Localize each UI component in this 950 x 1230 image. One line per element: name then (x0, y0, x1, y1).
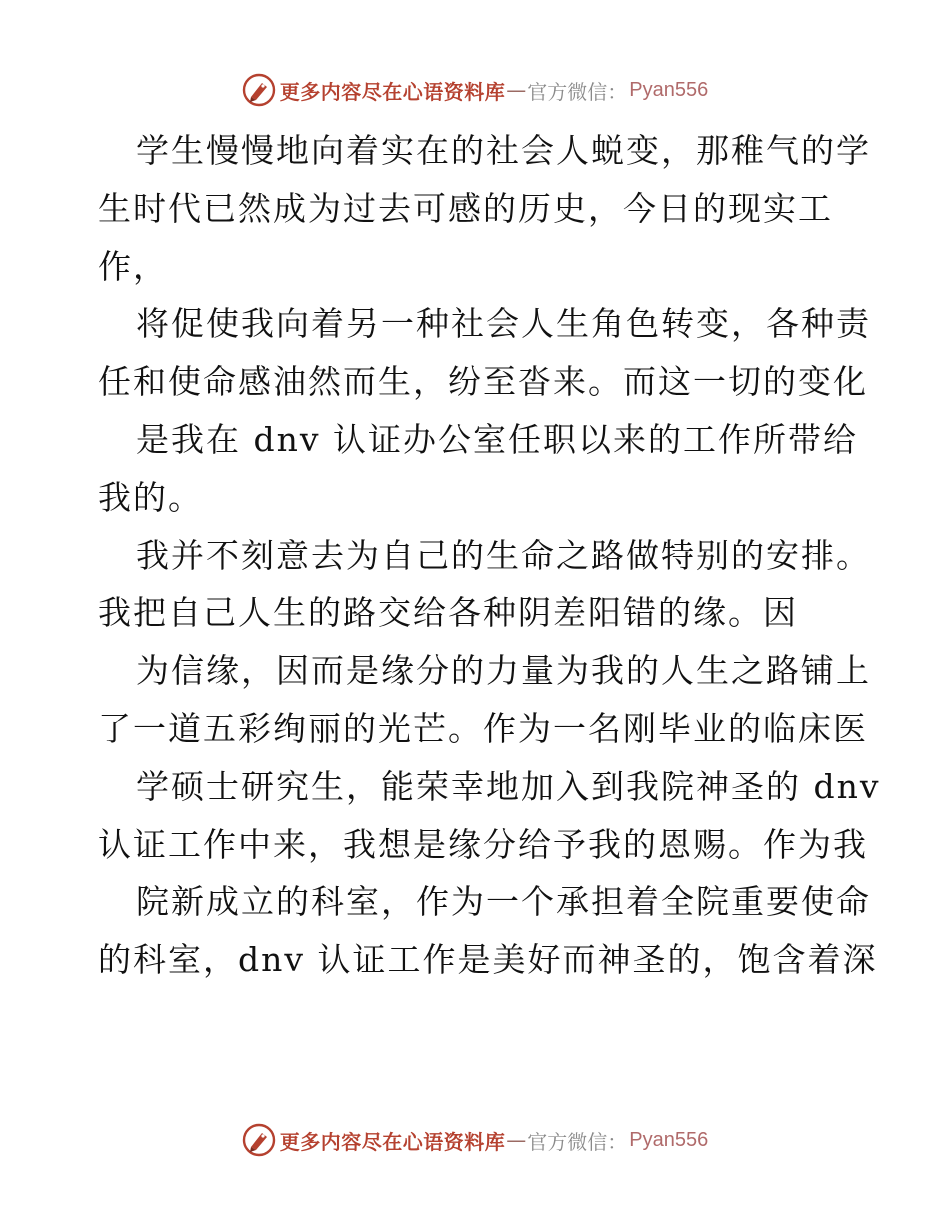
body-line: 将促使我向着另一种社会人生角色转变，各种责 (136, 304, 871, 344)
pen-nib-logo-icon (242, 1123, 276, 1157)
header-banner (0, 70, 950, 110)
footer-site-text: 更多内容尽在心语资料库 (279, 1129, 506, 1154)
body-line: 任和使命感油然而生，纷至沓来。而这一切的变化 (98, 362, 868, 402)
footer-banner (0, 1120, 950, 1160)
body-line: 我把自己人生的路交给各种阴差阳错的缘。因 (98, 593, 798, 633)
footer-wechat-id: Pyan556 (629, 1128, 709, 1151)
body-line: 生时代已然成为过去可感的历史，今日的现实工 (98, 188, 833, 228)
body-line: 认证工作中来，我想是缘分给予我的恩赐。作为我 (98, 824, 868, 864)
header-site-text: 更多内容尽在心语资料库 (279, 79, 506, 104)
body-line: 的科室，dnv 认证工作是美好而神圣的，饱含着深 (98, 940, 878, 980)
pen-nib-logo-icon (242, 73, 276, 107)
body-line: 我并不刻意去为自己的生命之路做特别的安排。 (136, 535, 871, 575)
header-wechat-label: 官方微信： (527, 79, 628, 104)
footer-separator: — (506, 1128, 527, 1152)
body-line: 院新成立的科室，作为一个承担着全院重要使命 (136, 882, 871, 922)
body-line: 是我在 dnv 认证办公室任职以来的工作所带给 (136, 419, 859, 459)
header-separator: — (506, 78, 527, 102)
body-line: 了一道五彩绚丽的光芒。作为一名刚毕业的临床医 (98, 708, 868, 748)
body-line: 学生慢慢地向着实在的社会人蜕变，那稚气的学 (136, 131, 871, 170)
body-line: 作， (98, 246, 168, 286)
body-line: 学硕士研究生，能荣幸地加入到我院神圣的 dnv (136, 766, 881, 806)
header-wechat-id: Pyan556 (629, 78, 709, 101)
document-body (98, 122, 881, 989)
body-line: 我的。 (98, 477, 203, 517)
footer-wechat-label: 官方微信： (527, 1129, 628, 1154)
body-line: 为信缘，因而是缘分的力量为我的人生之路铺上 (136, 651, 871, 691)
